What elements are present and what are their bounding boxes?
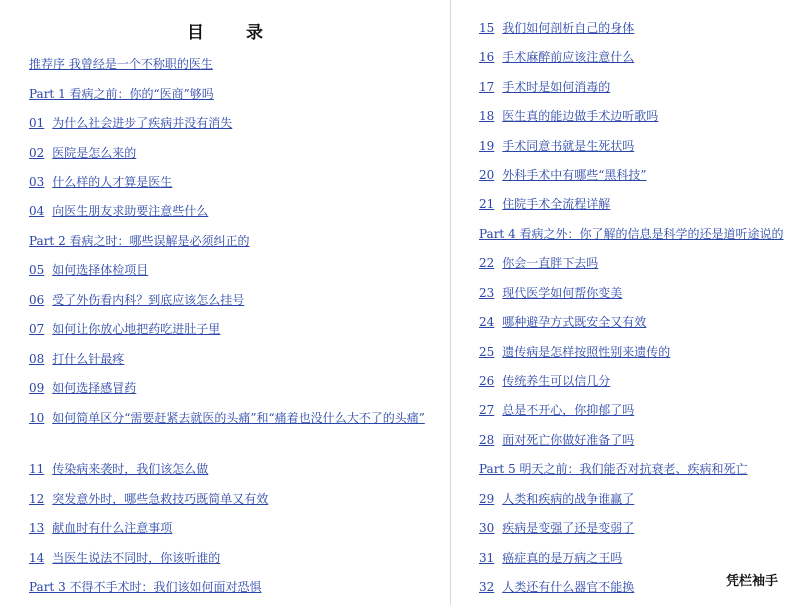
toc-entry-21[interactable]: 21 住院手术全流程详解 — [479, 197, 611, 211]
toc-entry-16[interactable]: 16 手术麻醉前应该注意什么 — [479, 50, 635, 64]
toc-entry-30[interactable]: 30 疾病是变强了还是变弱了 — [479, 521, 635, 535]
page-title: 目 录 — [187, 23, 281, 43]
toc-entry-28[interactable]: 28 面对死亡你做好准备了吗 — [479, 433, 635, 447]
toc-entry-01[interactable]: 01 为什么社会进步了疾病并没有消失 — [29, 116, 233, 130]
toc-entry-part-4[interactable]: Part 4 看病之外：你了解的信息是科学的还是道听途说的 — [479, 227, 784, 241]
toc-entry-10[interactable]: 10 如何简单区分“需要赶紧去就医的头痛”和“痛着也没什么大不了的头痛” — [29, 411, 425, 425]
toc-entry-24[interactable]: 24 哪种避孕方式既安全又有效 — [479, 315, 647, 329]
toc-entry-06[interactable]: 06 受了外伤看内科？到底应该怎么挂号 — [29, 293, 245, 307]
toc-entry-02[interactable]: 02 医院是怎么来的 — [29, 146, 137, 160]
toc-entry-04[interactable]: 04 向医生朋友求助要注意些什么 — [29, 204, 209, 218]
toc-entry-part-3[interactable]: Part 3 不得不手术时：我们该如何面对恐惧 — [29, 580, 262, 594]
toc-entry-26[interactable]: 26 传统养生可以信几分 — [479, 374, 611, 388]
toc-entry-19[interactable]: 19 手术同意书就是生死状吗 — [479, 139, 635, 153]
toc-entry-25[interactable]: 25 遗传病是怎样按照性别来遗传的 — [479, 345, 671, 359]
toc-entry-08[interactable]: 08 打什么针最疼 — [29, 352, 125, 366]
toc-entry-11[interactable]: 11 传染病来袭时，我们该怎么做 — [29, 462, 209, 476]
toc-entry-22[interactable]: 22 你会一直胖下去吗 — [479, 256, 599, 270]
toc-entry-15[interactable]: 15 我们如何剖析自己的身体 — [479, 21, 635, 35]
column-divider — [450, 0, 451, 605]
toc-entry-14[interactable]: 14 当医生说法不同时，你该听谁的 — [29, 551, 221, 565]
toc-entry-18[interactable]: 18 医生真的能边做手术边听歌吗 — [479, 109, 659, 123]
toc-entry-07[interactable]: 07 如何让你放心地把药吃进肚子里 — [29, 322, 221, 336]
toc-entry-12[interactable]: 12 突发意外时，哪些急救技巧既简单又有效 — [29, 492, 269, 506]
watermark-text: 凭栏袖手 — [725, 574, 778, 589]
toc-entry-31[interactable]: 31 癌症真的是万病之王吗 — [479, 551, 623, 565]
toc-entry-03[interactable]: 03 什么样的人才算是医生 — [29, 175, 173, 189]
toc-entry-20[interactable]: 20 外科手术中有哪些“黑科技” — [479, 168, 647, 182]
toc-entry-part-5[interactable]: Part 5 明天之前：我们能否对抗衰老、疾病和死亡 — [479, 462, 748, 476]
toc-entry-23[interactable]: 23 现代医学如何帮你变美 — [479, 286, 623, 300]
toc-entry-27[interactable]: 27 总是不开心，你抑郁了吗 — [479, 403, 635, 417]
toc-entry-preface[interactable]: 推荐序 我曾经是一个不称职的医生 — [29, 57, 213, 71]
toc-entry-13[interactable]: 13 献血时有什么注意事项 — [29, 521, 173, 535]
toc-entry-part-1[interactable]: Part 1 看病之前：你的“医商”够吗 — [29, 87, 214, 101]
toc-entry-32[interactable]: 32 人类还有什么器官不能换 — [479, 580, 635, 594]
toc-entry-part-2[interactable]: Part 2 看病之时：哪些误解是必须纠正的 — [29, 234, 250, 248]
toc-entry-05[interactable]: 05 如何选择体检项目 — [29, 263, 149, 277]
toc-entry-09[interactable]: 09 如何选择感冒药 — [29, 381, 137, 395]
toc-entry-17[interactable]: 17 手术时是如何消毒的 — [479, 80, 611, 94]
toc-entry-29[interactable]: 29 人类和疾病的战争谁赢了 — [479, 492, 635, 506]
